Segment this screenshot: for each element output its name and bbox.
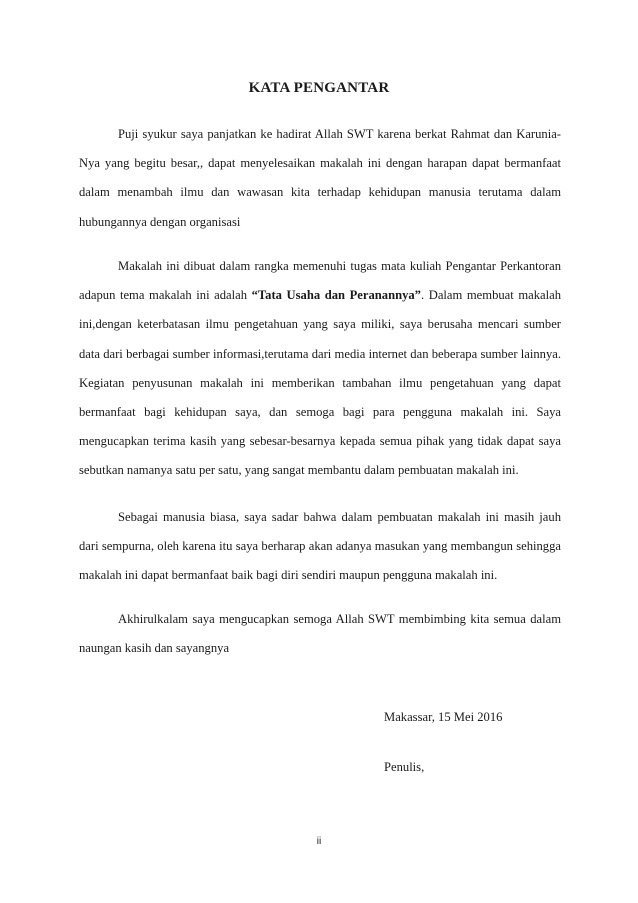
- paragraph-2: [79, 252, 561, 486]
- paragraph-4: Akhirulkalam saya mengucapkan semoga Allah SWT membimbing kita semua dalam naungan kasih dan sayangnya: [79, 612, 561, 656]
- page-number: ii: [316, 836, 322, 847]
- paragraph-3: Sebagai manusia biasa, saya sadar bahwa dalam pembuatan makalah ini masih jauh dari sempurna, oleh karena itu saya berharap akan adanya masukan yang membangun sehingga makalah ini dapat bermanfaat baik bagi diri sendiri maupun pengguna makalah ini.: [79, 510, 561, 583]
- author-signoff: Penulis,: [384, 760, 425, 774]
- page-title: KATA PENGANTAR: [248, 80, 390, 96]
- paragraph-4-block: [79, 605, 561, 663]
- paragraph-3-block: [79, 503, 561, 591]
- paragraph-2-text-start: Makalah ini dibuat dalam rangka memenuhi tugas mata kuliah Pengantar Perkantoran adapun tema makalah ini adalah: [79, 259, 561, 303]
- paragraph-1: Puji syukur saya panjatkan ke hadirat Allah SWT karena berkat Rahmat dan Karunia-Nya yang begitu besar,, dapat menyelesaikan makalah ini dengan harapan dapat bermanfaat dalam menambah ilmu dan wawasan kita terhadap kehidupan manusia terutama dalam hubungannya dengan organisasi: [79, 127, 561, 229]
- paragraph-2-theme-title: “Tata Usaha dan Peranannya”: [251, 288, 421, 303]
- paragraph-2-text-end: . Dalam membuat makalah ini,dengan keterbatasan ilmu pengetahuan yang saya miliki, saya berusaha mencari sumber data dari berbagai sumber informasi,terutama dari media internet dan beberapa sumber lainnya. Kegiatan penyusunan makalah ini memberikan tambahan ilmu pengetahuan yang dapat bermanfaat bagi kehidupan saya, dan semoga bagi para pengguna makalah ini. Saya mengucapkan terima kasih yang sebesar-besarnya kepada semua pihak yang tidak dapat saya sebutkan namanya satu per satu, yang sangat membantu dalam pembuatan makalah ini.: [79, 288, 561, 478]
- paragraph-2-block: [79, 252, 561, 486]
- place-date: Makassar, 15 Mei 2016: [384, 710, 503, 724]
- paragraph-1-block: [79, 120, 561, 237]
